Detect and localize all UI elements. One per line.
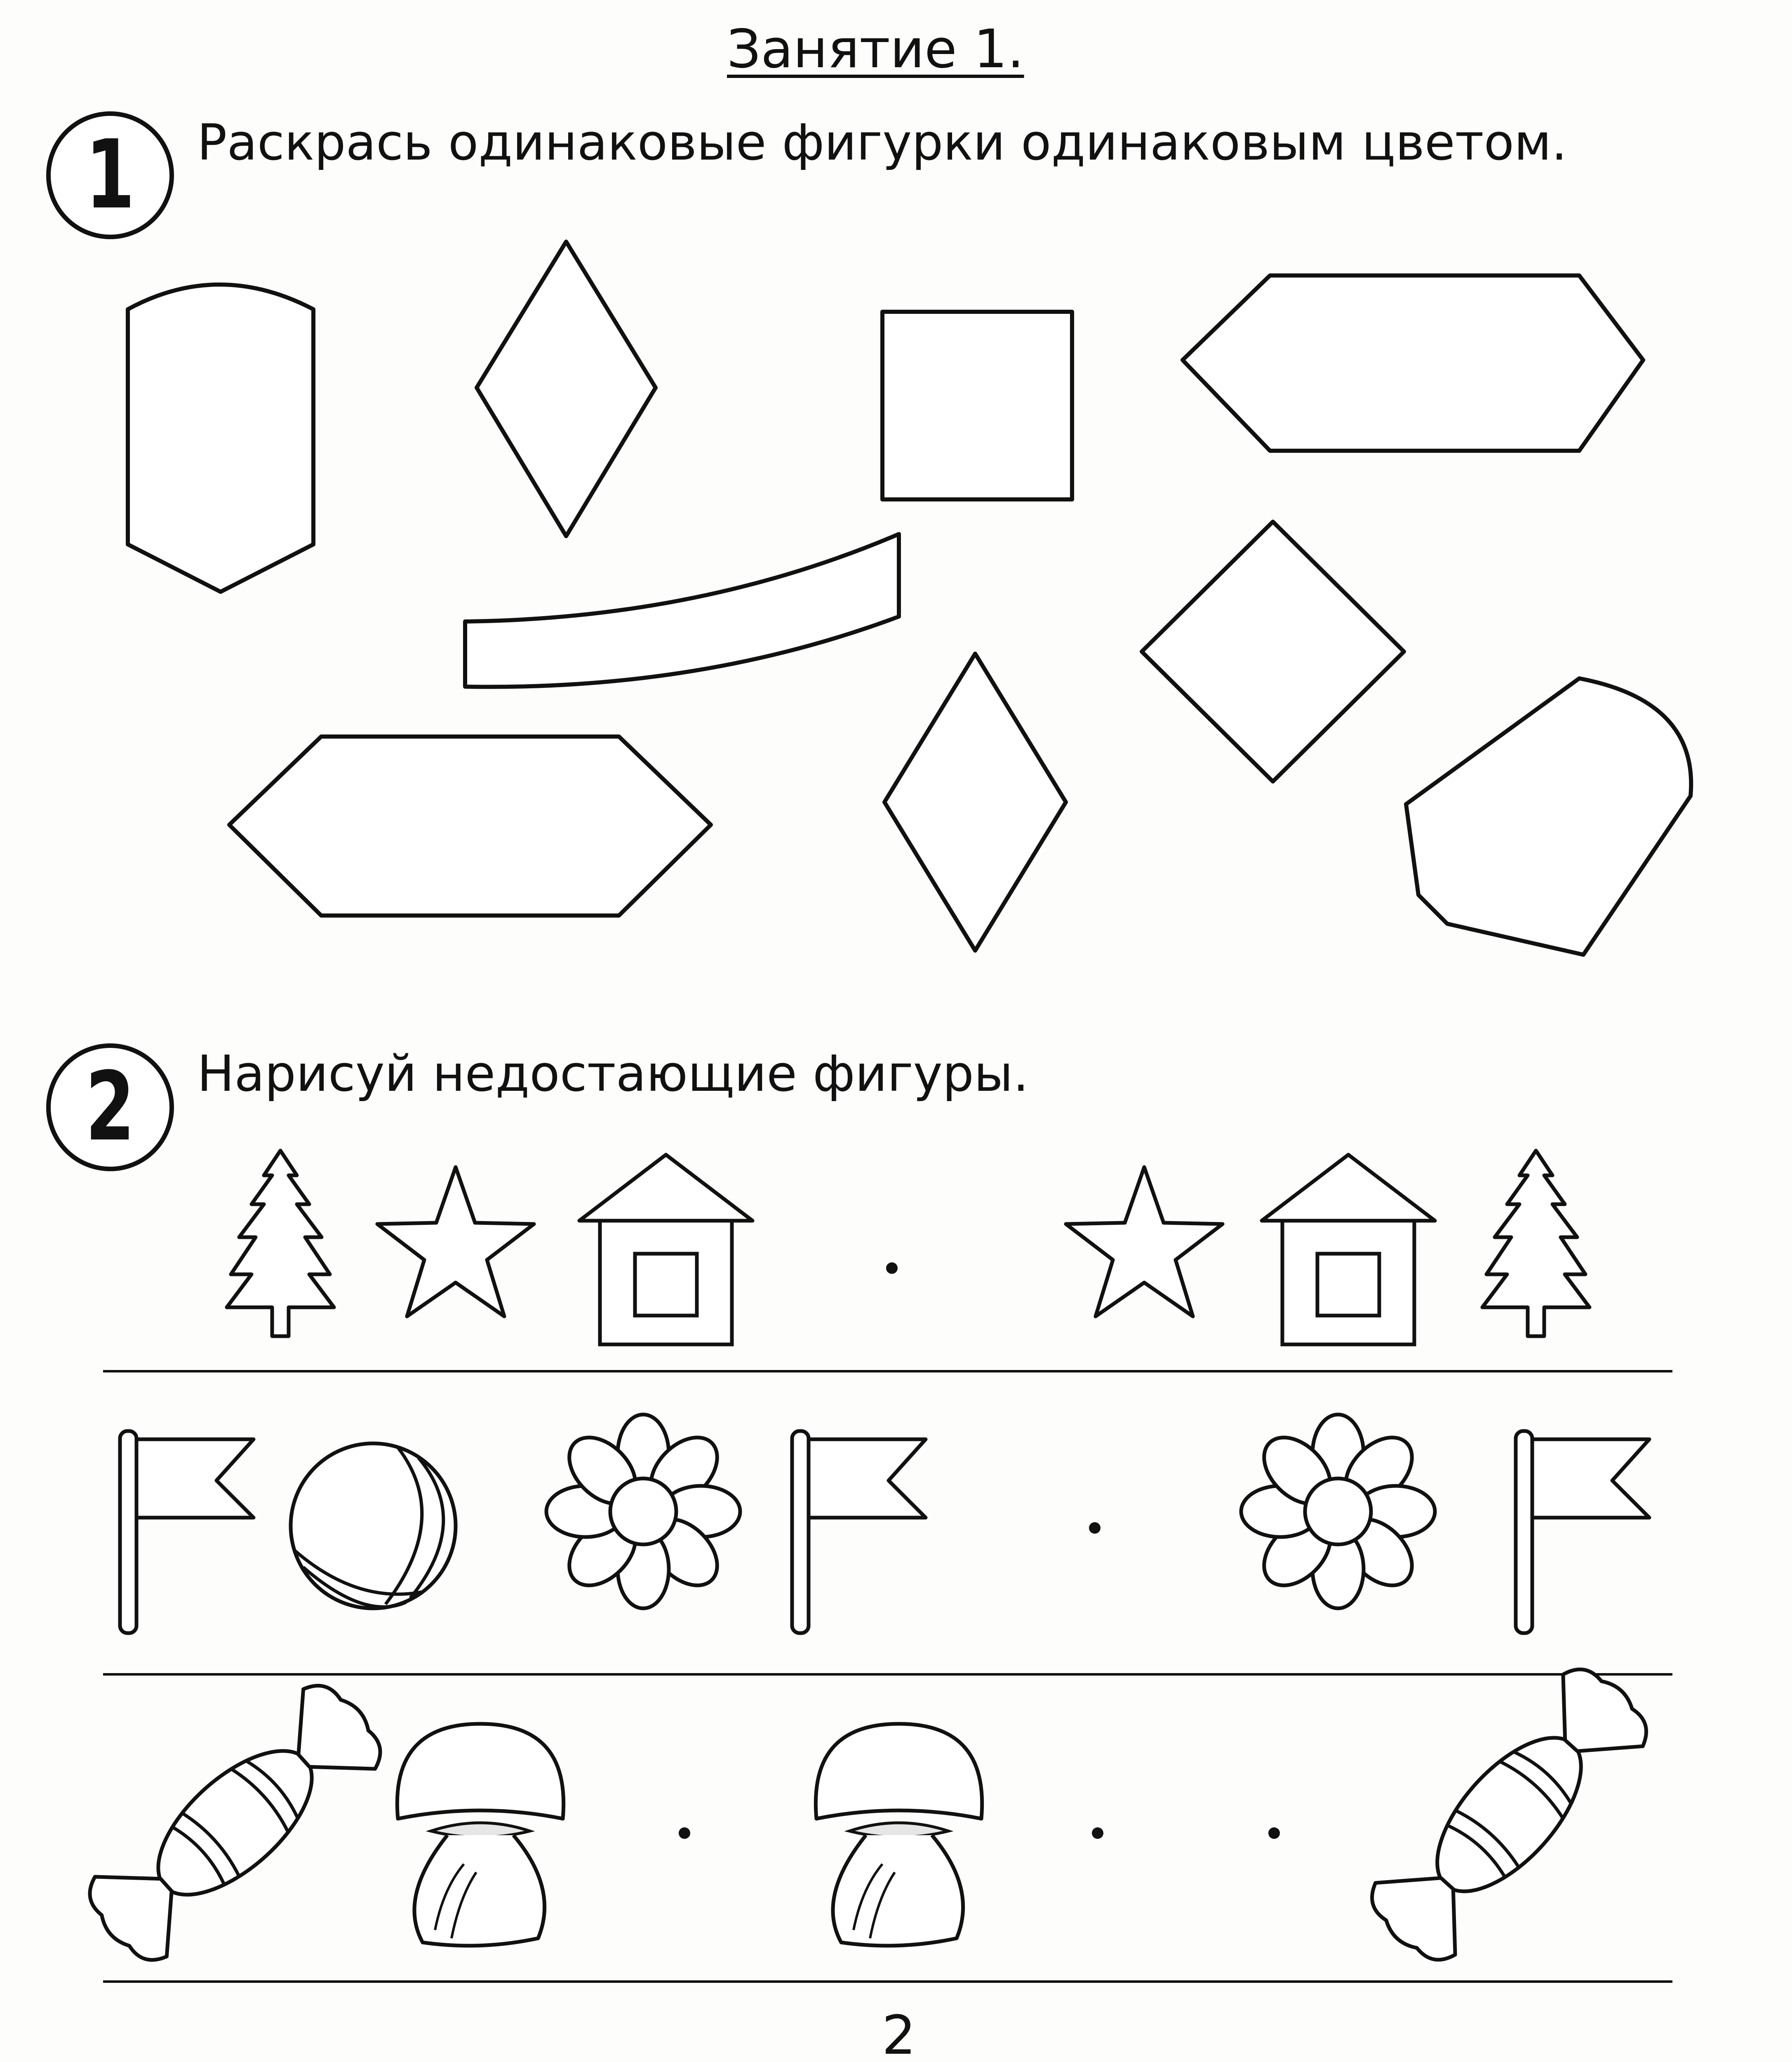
task1-shapes	[128, 242, 1691, 955]
flower-icon	[1241, 1415, 1435, 1608]
fir-tree-icon	[227, 1151, 334, 1336]
task2-row-3	[75, 1655, 1661, 1975]
blank-dot	[679, 1827, 690, 1839]
flag-icon	[120, 1431, 254, 1633]
shape-rhombus-1	[477, 242, 656, 536]
fir-tree-icon	[1482, 1151, 1590, 1336]
flag-icon	[1516, 1431, 1649, 1633]
task2-row-2	[120, 1415, 1649, 1633]
blank-dot	[1268, 1827, 1280, 1839]
shape-rhombus-2	[1142, 522, 1404, 781]
shape-hexagon-1	[1183, 275, 1643, 451]
star-icon	[1066, 1167, 1223, 1316]
page-number: 2	[882, 2004, 916, 2062]
blank-dot	[886, 1262, 898, 1274]
flower-icon	[546, 1415, 740, 1608]
blank-dot	[1092, 1827, 1103, 1839]
candy-icon	[1357, 1655, 1660, 1975]
shape-curved-strip	[465, 534, 899, 687]
ball-icon	[291, 1443, 456, 1608]
task-1-instruction: Раскрась одинаковые фигурки одинаковым цветом.	[197, 114, 1567, 172]
candy-icon	[75, 1671, 395, 1974]
shape-hexagon-2	[229, 737, 711, 916]
lesson-title: Занятие 1.	[727, 19, 1024, 80]
task2-row-1	[227, 1151, 1590, 1344]
house-icon	[1262, 1155, 1435, 1344]
shape-shield-2	[1406, 678, 1691, 955]
task-number-1: 1	[85, 120, 135, 230]
shape-rhombus-3	[884, 654, 1066, 951]
shape-square	[882, 312, 1072, 499]
shape-shield-1	[128, 285, 313, 592]
flag-icon	[792, 1431, 926, 1633]
task-number-2: 2	[85, 1052, 135, 1162]
mushroom-icon	[816, 1724, 982, 1946]
blank-dot	[1089, 1522, 1101, 1534]
task-2-instruction: Нарисуй недостающие фигуры.	[197, 1045, 1029, 1103]
house-icon	[579, 1155, 753, 1344]
star-icon	[377, 1167, 534, 1316]
mushroom-icon	[397, 1724, 563, 1946]
